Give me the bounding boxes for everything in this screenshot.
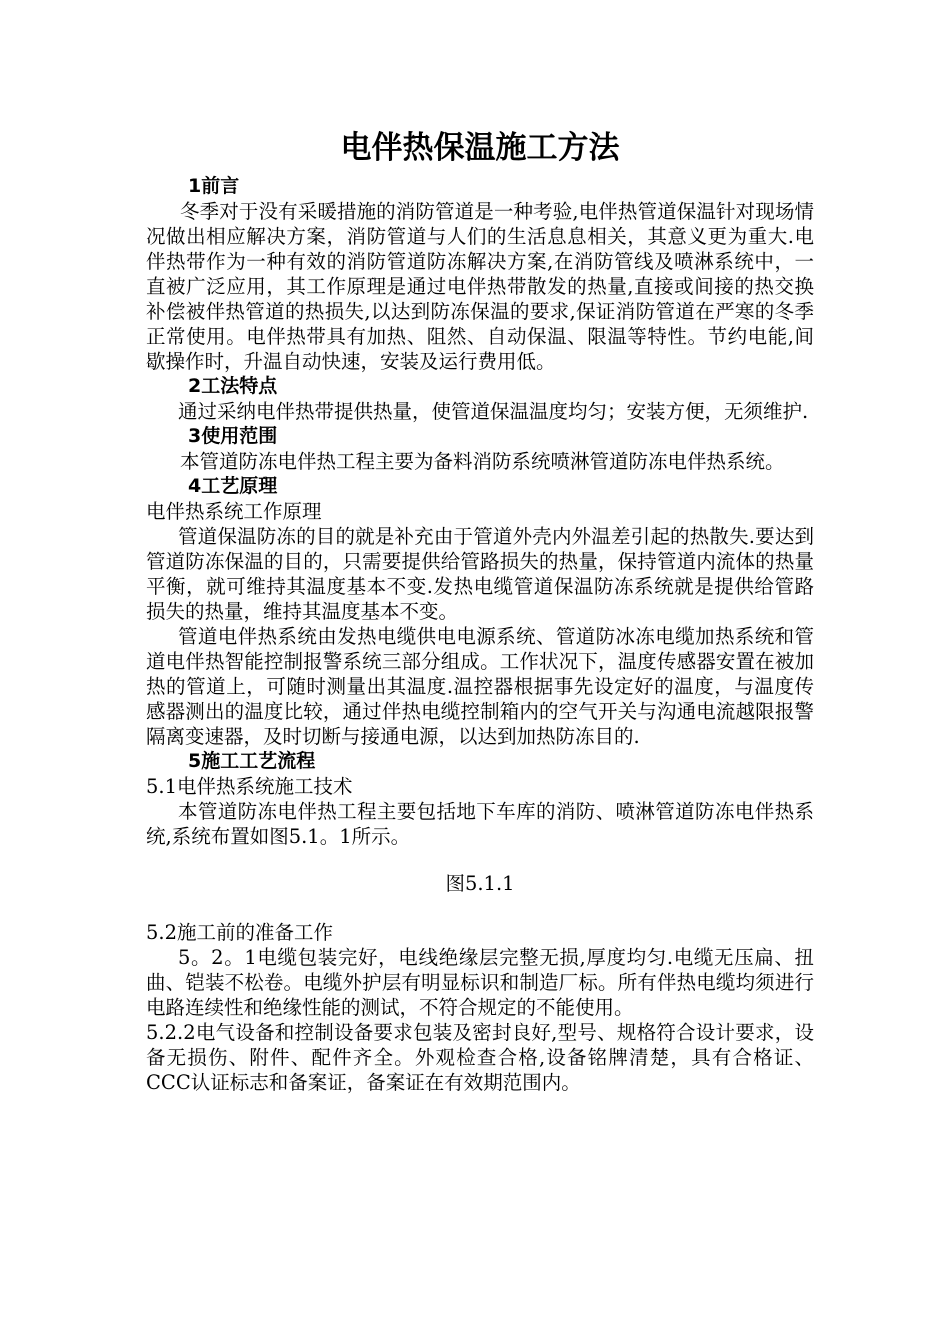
paragraph: 冬季对于没有采暖措施的消防管道是一种考验,电伴热管道保温针对现场情况做出相应解决方案，消防管道与人们的生活息息相关，其意义更为重大.电伴热带作为一种有效的消防管道防冻解决方案,在消防管线及喷淋系统中，一直被广泛应用，其工作原理是通过电伴热带散发的热量,直接或间接的热交换补偿被伴热管道的热损失,以达到防冻保温的要求,保证消防管道在严寒的冬季正常使用。电伴热带具有加热、阻然、自动保温、限温等特性。节约电能,间歇操作时，升温自动快速，安装及运行费用低。 [146, 200, 814, 373]
section-heading-5: 5施工工艺流程 [188, 750, 316, 772]
section-heading-4: 4工艺原理 [188, 475, 278, 497]
figure-caption: 图5.1.1 [445, 872, 515, 895]
paragraph: 本管道防冻电伴热工程主要包括地下车库的消防、喷淋管道防冻电伴热系统,系统布置如图5.1。1所示。 [146, 800, 814, 848]
page-title: 电伴热保温施工方法 [340, 130, 620, 166]
section-heading-2: 2工法特点 [188, 375, 278, 397]
paragraph: 管道保温防冻的目的就是补充由于管道外壳内外温差引起的热散失.要达到管道防冻保温的目的，只需要提供给管路损失的热量，保持管道内流体的热量平衡，就可维持其温度基本不变.发热电缆管道保温防冻系统就是提供给管路损失的热量，维持其温度基本不变。 [146, 525, 814, 623]
subheading: 电伴热系统工作原理 [146, 500, 322, 523]
document-body [146, 126, 814, 1095]
paragraph: 5.2.2电气设备和控制设备要求包装及密封良好,型号、规格符合设计要求，设备无损伤、附件、配件齐全。外观检查合格,设备铭牌清楚，具有合格证、CCC认证标志和备案证，备案证在有效期范围内。 [146, 1021, 814, 1094]
subheading: 5.2施工前的准备工作 [146, 921, 334, 944]
section-heading-1: 1前言 [188, 175, 240, 197]
paragraph: 管道电伴热系统由发热电缆供电电源系统、管道防冰冻电缆加热系统和管道电伴热智能控制报警系统三部分组成。工作状况下，温度传感器安置在被加热的管道上，可随时测量出其温度.温控器根据事先设定好的温度，与温度传感器测出的温度比较，通过伴热电缆控制箱内的空气开关与沟通电流越限报警隔离变速器，及时切断与接通电源，以达到加热防冻目的. [146, 625, 814, 748]
paragraph: 5。2。1电缆包装完好，电线绝缘层完整无损,厚度均匀.电缆无压扁、扭曲、铠装不松卷。电缆外护层有明显标识和制造厂标。所有伴热电缆均须进行电路连续性和绝缘性能的测试，不符合规定的不能使用。 [146, 946, 814, 1019]
paragraph: 通过采纳电伴热带提供热量，使管道保温温度均匀；安装方便，无须维护. [178, 400, 809, 423]
paragraph: 本管道防冻电伴热工程主要为备料消防系统喷淋管道防冻电伴热系统。 [180, 450, 785, 473]
subheading: 5.1电伴热系统施工技术 [146, 775, 353, 798]
section-heading-3: 3使用范围 [188, 425, 278, 447]
